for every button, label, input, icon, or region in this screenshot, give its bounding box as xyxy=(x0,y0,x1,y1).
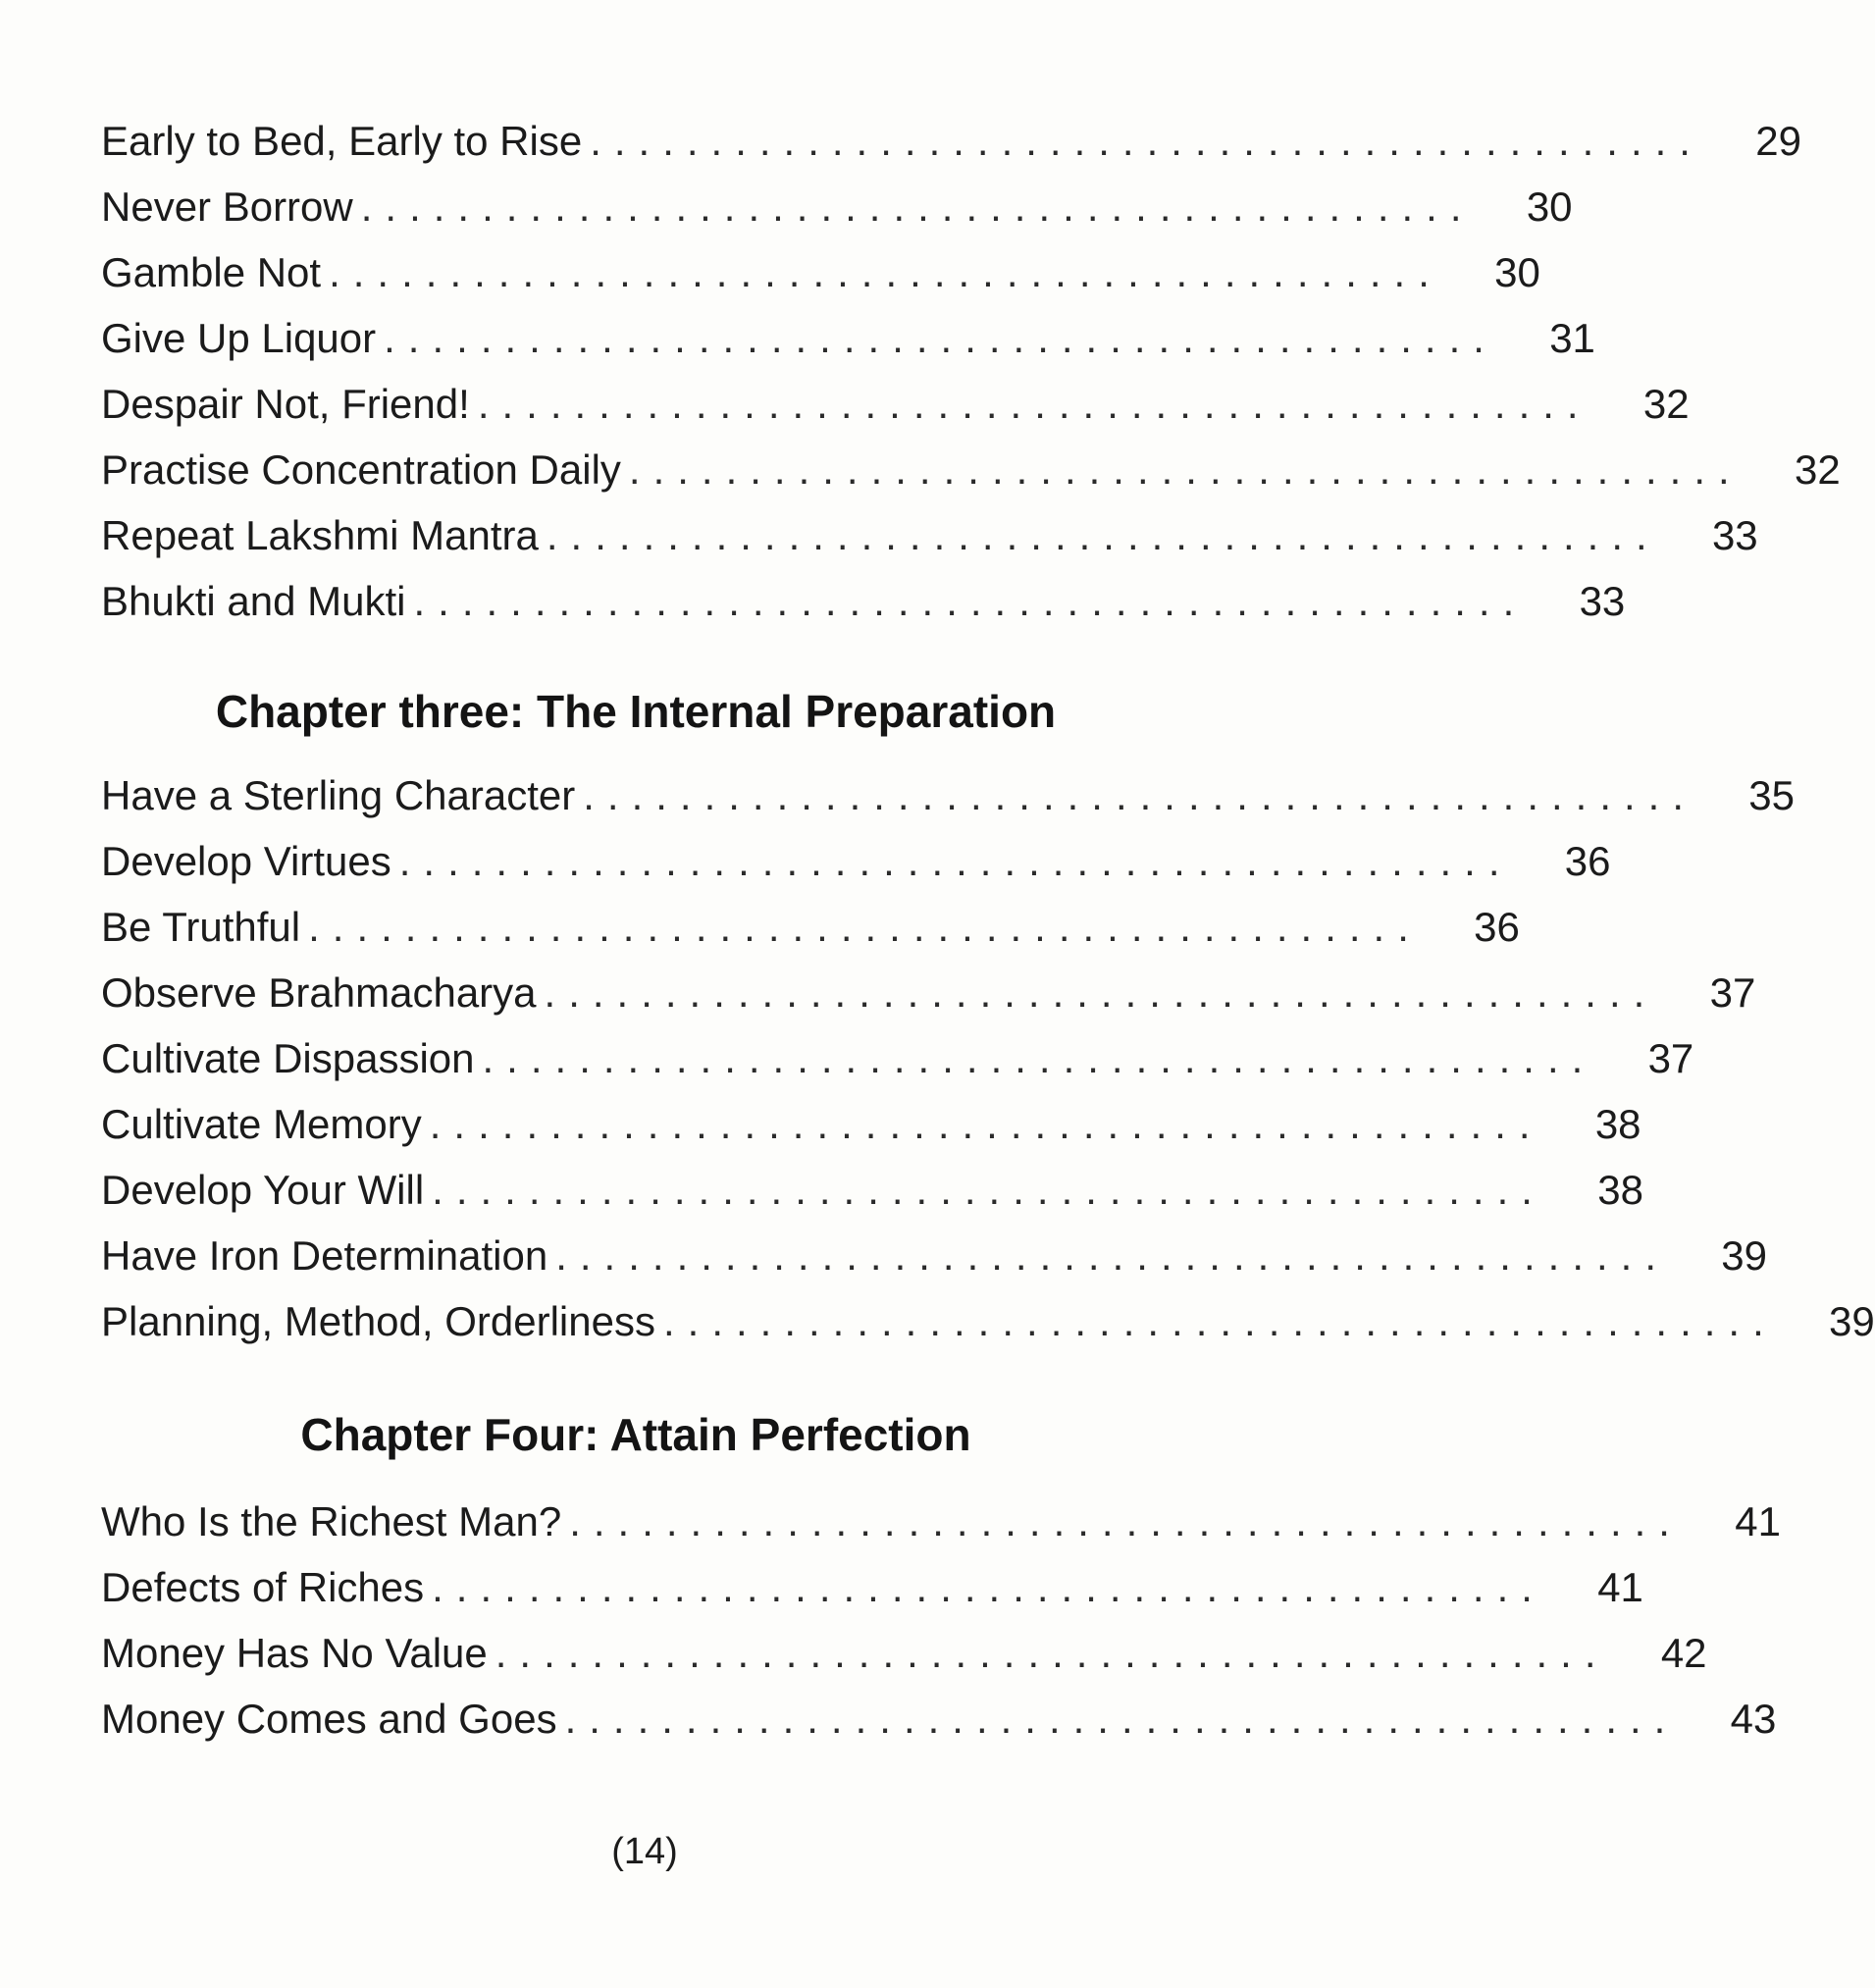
toc-entry-title: Give Up Liquor xyxy=(101,315,377,361)
toc-entry-title: Cultivate Memory xyxy=(101,1101,422,1147)
dot-leader: .............................................. xyxy=(495,1630,1609,1676)
dot-leader: .............................................. xyxy=(628,446,1743,493)
dot-leader: .............................................. xyxy=(662,1298,1777,1344)
toc-entry-title: Develop Your Will xyxy=(101,1167,425,1213)
toc-entry[interactable] xyxy=(101,108,1801,174)
toc-entry[interactable] xyxy=(101,960,1756,1025)
toc-entry-page: 36 xyxy=(1564,838,1611,884)
toc-entry-title: Develop Virtues xyxy=(101,838,391,884)
toc-entry-page: 41 xyxy=(1597,1564,1643,1610)
toc-entry[interactable] xyxy=(101,894,1520,960)
toc-entry[interactable] xyxy=(101,1620,1707,1686)
toc-entry-title: Have Iron Determination xyxy=(101,1232,548,1279)
toc-entry-page: 32 xyxy=(1794,446,1841,493)
toc-entry[interactable] xyxy=(101,174,1573,239)
dot-leader: .............................................. xyxy=(555,1232,1669,1279)
dot-leader: .............................................. xyxy=(432,1167,1545,1213)
toc-entry-title: Planning, Method, Orderliness xyxy=(101,1298,655,1344)
toc-entry-page: 38 xyxy=(1594,1101,1641,1147)
toc-entry-title: Who Is the Richest Man? xyxy=(101,1498,562,1544)
toc-entry-title: Repeat Lakshmi Mantra xyxy=(101,512,539,558)
toc-entry-title: Despair Not, Friend! xyxy=(101,381,470,427)
dot-leader: .............................................. xyxy=(569,1498,1683,1544)
toc-entry[interactable] xyxy=(101,828,1611,894)
toc-entry[interactable] xyxy=(101,371,1690,437)
toc-entry-title: Money Comes and Goes xyxy=(101,1696,557,1742)
toc-entry-page: 43 xyxy=(1730,1696,1777,1742)
toc-entry-page: 39 xyxy=(1721,1232,1767,1279)
dot-leader: .............................................. xyxy=(482,1035,1596,1081)
toc-entry-page: 32 xyxy=(1642,381,1690,427)
page-number: (14) xyxy=(611,1831,678,1872)
toc-entry-page: 42 xyxy=(1660,1630,1707,1676)
toc-entry-page: 37 xyxy=(1709,969,1756,1016)
toc-entry-page: 33 xyxy=(1579,578,1626,624)
toc-entry-title: Observe Brahmacharya xyxy=(101,969,537,1016)
toc-entry[interactable] xyxy=(101,762,1796,828)
toc-entry-title: Early to Bed, Early to Rise xyxy=(101,118,583,164)
toc-entry-page: 29 xyxy=(1755,118,1801,164)
dot-leader: .............................................. xyxy=(329,249,1442,295)
toc-entry-page: 30 xyxy=(1494,249,1540,295)
dot-leader: .............................................. xyxy=(413,578,1528,624)
toc-section-1 xyxy=(101,108,1841,634)
toc-entry[interactable] xyxy=(101,305,1595,371)
toc-entry-title: Gamble Not xyxy=(101,249,322,295)
toc-entry[interactable] xyxy=(101,239,1540,305)
toc-entry-page: 30 xyxy=(1526,183,1573,230)
dot-leader: .............................................. xyxy=(590,118,1703,164)
toc-entry[interactable] xyxy=(101,1686,1777,1752)
toc-entry-page: 41 xyxy=(1735,1498,1781,1544)
toc-entry[interactable] xyxy=(101,568,1626,634)
dot-leader: .............................................. xyxy=(360,183,1475,230)
toc-entry-title: Defects of Riches xyxy=(101,1564,425,1610)
toc-entry[interactable] xyxy=(101,1091,1641,1157)
dot-leader: .............................................. xyxy=(384,315,1497,361)
toc-entry[interactable] xyxy=(101,502,1758,568)
toc-section-2 xyxy=(101,762,1875,1354)
dot-leader: .............................................. xyxy=(564,1696,1679,1742)
toc-entry-page: 39 xyxy=(1829,1298,1875,1344)
toc-entry-title: Cultivate Dispassion xyxy=(101,1035,475,1081)
toc-entry[interactable] xyxy=(101,1554,1643,1620)
toc-entry-title: Never Borrow xyxy=(101,183,353,230)
toc-entry-title: Be Truthful xyxy=(101,904,301,950)
dot-leader: .............................................. xyxy=(544,969,1658,1016)
toc-section-3 xyxy=(101,1489,1781,1752)
toc-entry-page: 35 xyxy=(1748,772,1796,818)
dot-leader: .............................................. xyxy=(308,904,1422,950)
toc-entry-page: 36 xyxy=(1474,904,1520,950)
dot-leader: .............................................. xyxy=(429,1101,1543,1147)
chapter-heading: Chapter three: The Internal Preparation xyxy=(215,686,1057,737)
toc-entry[interactable] xyxy=(101,1288,1875,1354)
toc-entry-page: 33 xyxy=(1711,512,1758,558)
toc-entry-title: Practise Concentration Daily xyxy=(101,446,621,493)
chapter-heading: Chapter Four: Attain Perfection xyxy=(300,1409,971,1460)
dot-leader: .............................................. xyxy=(432,1564,1545,1610)
toc-entry[interactable] xyxy=(101,1157,1643,1223)
toc-entry[interactable] xyxy=(101,437,1841,502)
toc-entry-title: Have a Sterling Character xyxy=(101,772,576,818)
toc-entry[interactable] xyxy=(101,1489,1781,1554)
toc-entry[interactable] xyxy=(101,1025,1694,1091)
dot-leader: .............................................. xyxy=(583,772,1697,818)
dot-leader: .............................................. xyxy=(477,381,1591,427)
toc-entry-title: Bhukti and Mukti xyxy=(101,578,406,624)
toc-entry[interactable] xyxy=(101,1223,1767,1288)
dot-leader: .............................................. xyxy=(546,512,1660,558)
toc-entry-page: 31 xyxy=(1549,315,1595,361)
dot-leader: .............................................. xyxy=(398,838,1513,884)
toc-entry-title: Money Has No Value xyxy=(101,1630,488,1676)
toc-entry-page: 37 xyxy=(1647,1035,1694,1081)
toc-entry-page: 38 xyxy=(1597,1167,1643,1213)
